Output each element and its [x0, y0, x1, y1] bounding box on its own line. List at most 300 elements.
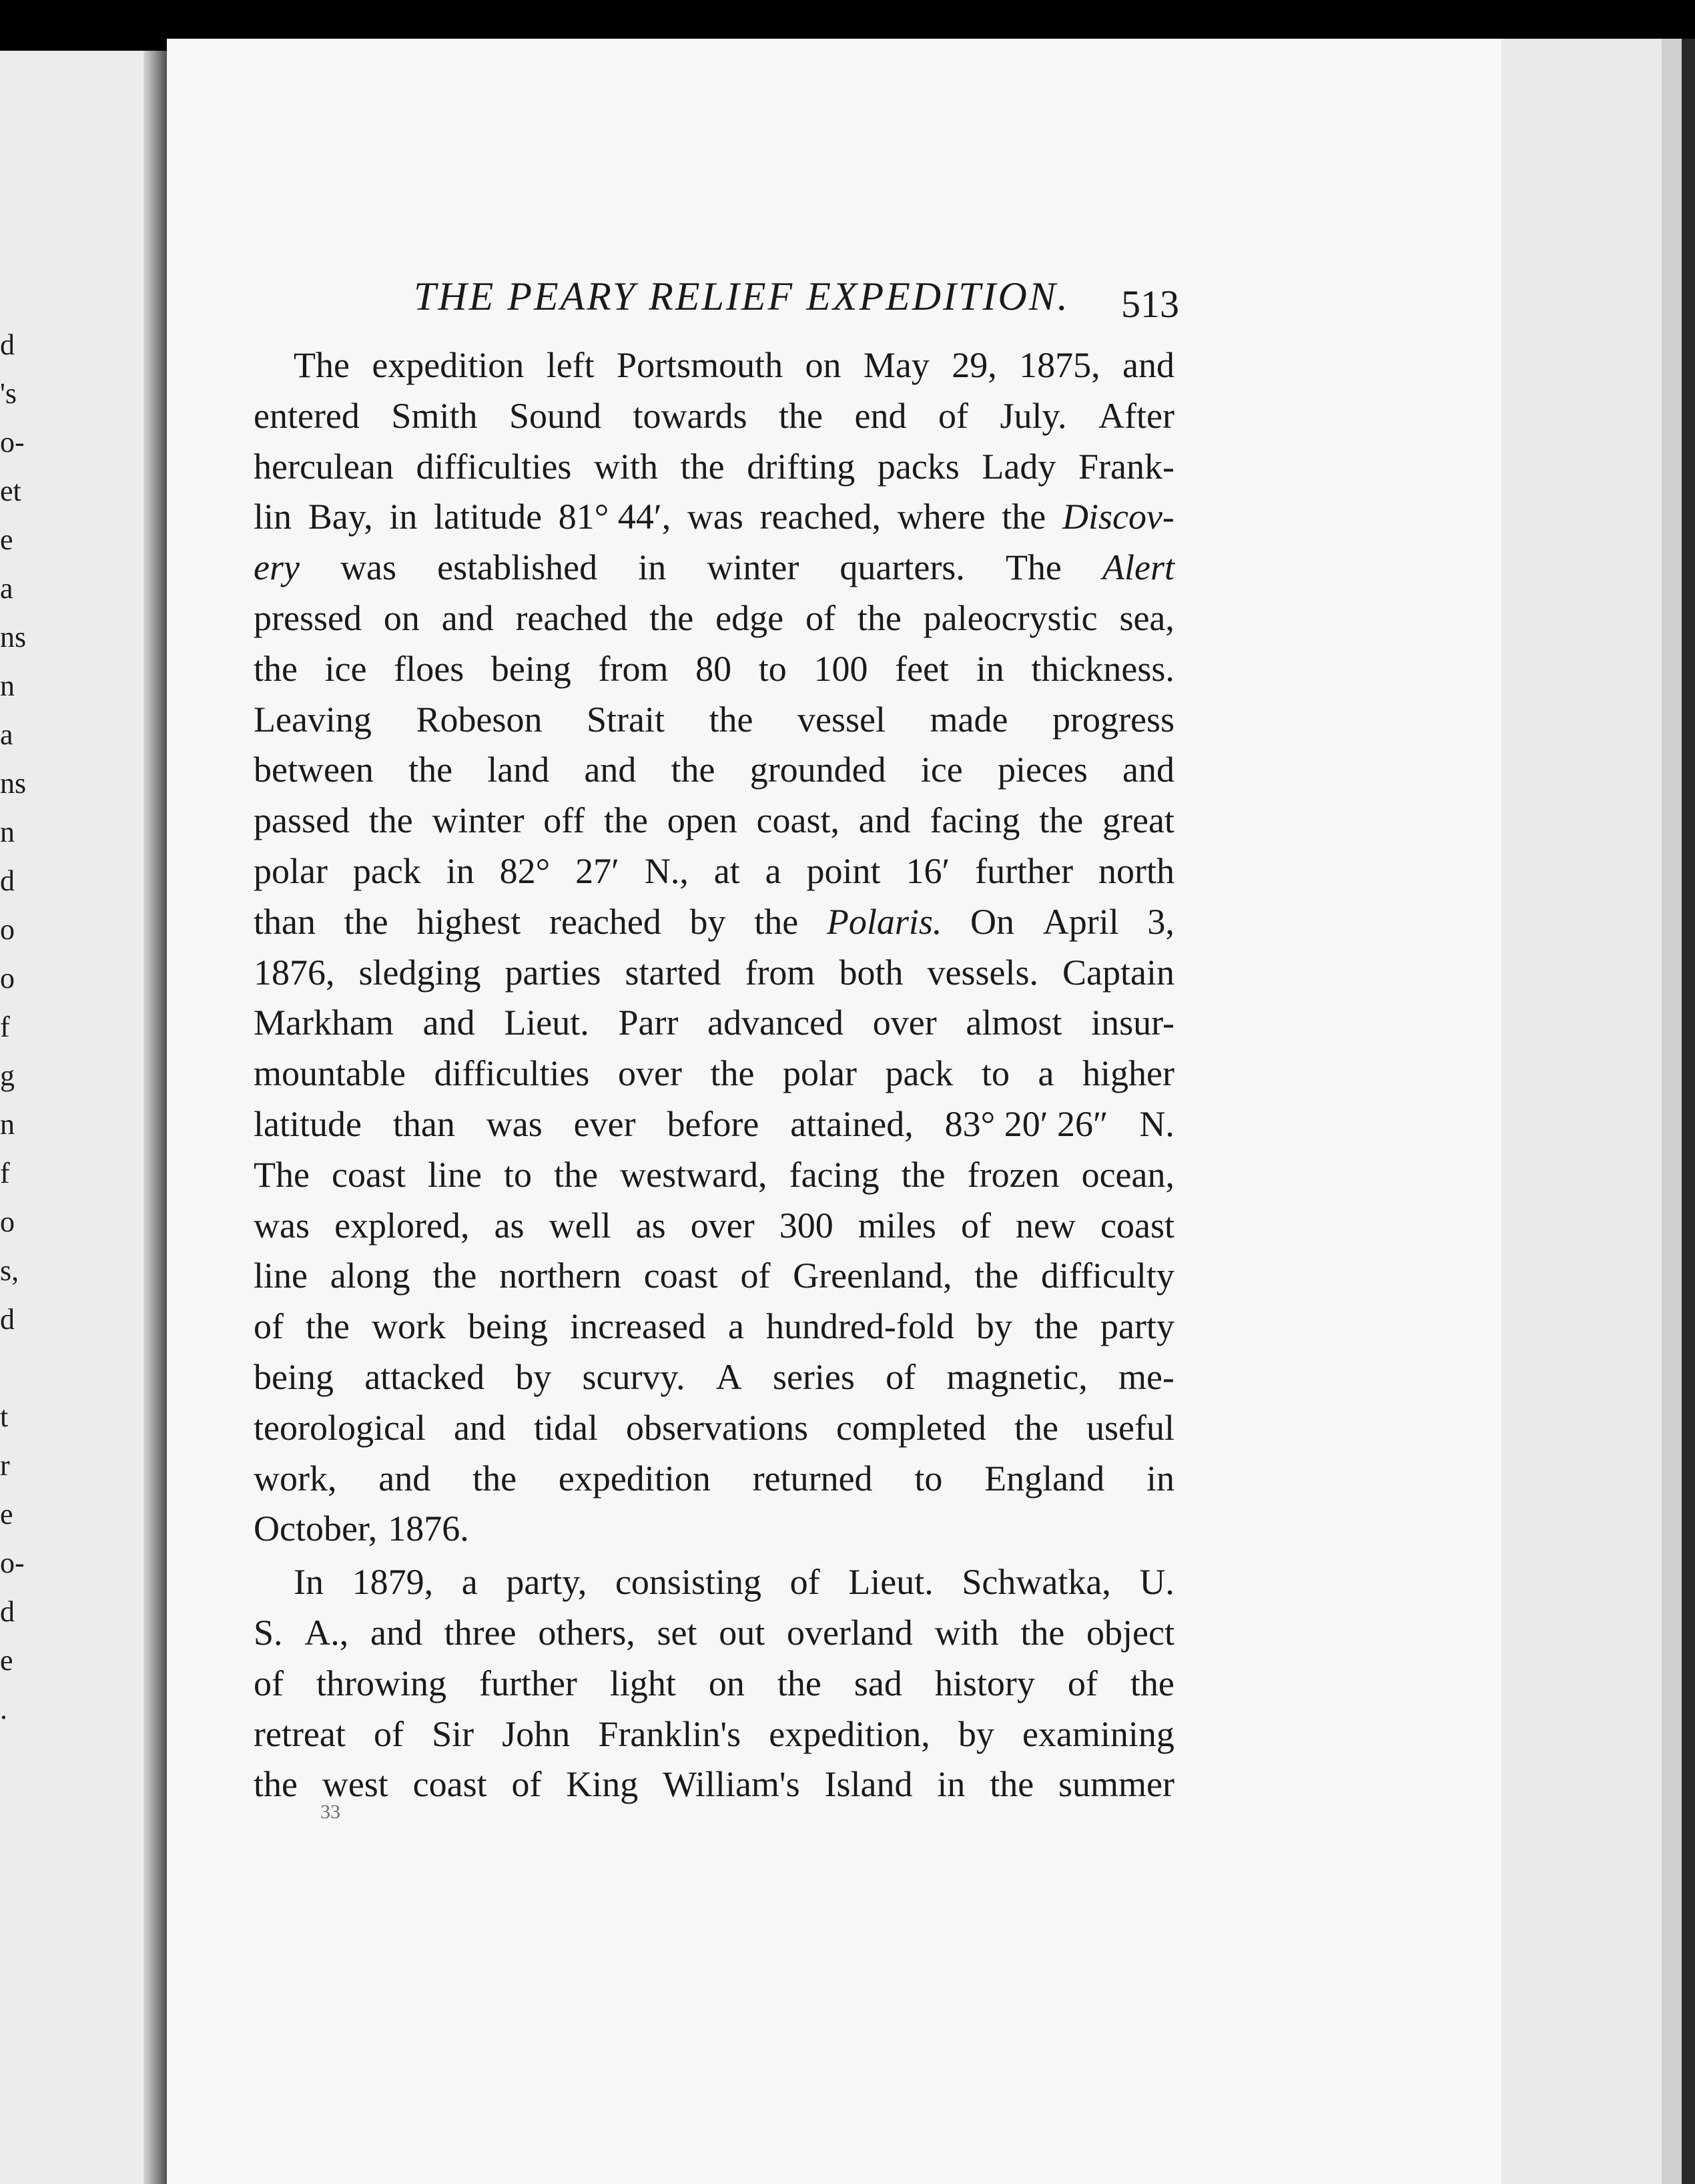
word: coast [1100, 1205, 1174, 1246]
word: from [598, 648, 669, 689]
word: 27′ [575, 850, 619, 891]
text-line [254, 1659, 1174, 1709]
word: end [854, 395, 907, 436]
word: ery [254, 547, 300, 588]
word: light [609, 1663, 676, 1703]
word: from [745, 952, 815, 993]
left-fragment: f [0, 1011, 10, 1043]
word: expedition [558, 1458, 711, 1498]
word: object [1086, 1612, 1174, 1653]
word: by [976, 1306, 1012, 1347]
word: facing [789, 1154, 880, 1195]
left-fragment: e [0, 1498, 13, 1531]
word: Captain [1062, 952, 1174, 993]
word: Leaving [254, 699, 372, 740]
word: the [680, 446, 725, 487]
word: in [638, 547, 667, 588]
word: 1876. [388, 1509, 469, 1549]
word: in [389, 497, 418, 537]
left-fragment: o- [0, 1547, 25, 1579]
word: 1875, [1019, 345, 1100, 385]
word: 82° [499, 850, 551, 891]
word: expedition, [769, 1713, 930, 1754]
word: coast, [756, 800, 839, 841]
word: a [765, 850, 781, 891]
left-fragment: f [0, 1157, 10, 1189]
word: the [990, 1764, 1034, 1805]
word: the [779, 395, 823, 436]
word: of [511, 1764, 542, 1805]
word: tidal [533, 1407, 598, 1448]
word: pack [885, 1053, 954, 1094]
word: at [713, 850, 740, 891]
text-line [254, 1201, 1174, 1252]
word: latitude [254, 1103, 362, 1144]
word: than [392, 1103, 455, 1144]
body-text [254, 340, 1174, 1810]
word: 100 [813, 648, 868, 689]
word: the [554, 1154, 599, 1195]
word: Sound [508, 395, 602, 436]
word: 83° 20′ 26″ [944, 1103, 1108, 1144]
word: in [937, 1764, 966, 1805]
word: the [671, 750, 715, 790]
signature-mark: 33 [320, 1801, 340, 1823]
text-line [254, 543, 1174, 593]
word: in [976, 648, 1004, 689]
text-line [254, 492, 1174, 543]
word: made [930, 699, 1008, 740]
word: me- [1118, 1356, 1174, 1397]
word: the [1130, 1663, 1174, 1703]
text-line [254, 1352, 1174, 1403]
word: party [1100, 1306, 1174, 1347]
word: the [710, 1053, 755, 1094]
word: Greenland, [793, 1256, 952, 1296]
word: polar [782, 1053, 857, 1094]
word: John [502, 1713, 571, 1754]
word: with [934, 1612, 999, 1653]
word: and [1122, 345, 1174, 385]
word: of [805, 597, 835, 638]
word: sea, [1119, 597, 1174, 638]
word: winter [707, 547, 799, 588]
word: 16′ [906, 850, 950, 891]
text-line [254, 998, 1174, 1049]
text-line [254, 846, 1174, 897]
word: the [1034, 1306, 1078, 1347]
word: the [432, 1256, 477, 1296]
word: feet [895, 648, 950, 689]
word: in [446, 850, 474, 891]
word: Robeson [416, 699, 543, 740]
left-fragment: d [0, 1303, 15, 1336]
word: west [322, 1764, 388, 1805]
word: herculean [254, 446, 394, 487]
word: started [625, 952, 721, 993]
word: land [487, 750, 550, 790]
left-fragment: d [0, 328, 15, 361]
word: difficulties [434, 1053, 590, 1094]
word: William's [663, 1764, 800, 1805]
word: and [858, 800, 911, 841]
word: party, [506, 1562, 587, 1603]
word: was [254, 1205, 310, 1246]
word: N., [644, 850, 689, 891]
left-fragment: n [0, 816, 15, 848]
word: the [254, 648, 298, 689]
word: the [368, 800, 413, 841]
word: the [1002, 497, 1046, 537]
word: October, [254, 1509, 378, 1549]
text-line [254, 796, 1174, 846]
word: and [378, 1458, 431, 1498]
word: new [1016, 1205, 1076, 1246]
word: 300 [779, 1205, 833, 1246]
word: with [594, 446, 659, 487]
word: reached [549, 901, 661, 942]
word: the [408, 750, 453, 790]
word: U. [1139, 1562, 1174, 1603]
left-page-text-fragments [0, 320, 27, 1733]
word: After [1098, 395, 1174, 436]
word: was [687, 497, 743, 537]
text-line [254, 695, 1174, 746]
text-line [254, 897, 1174, 948]
word: history [934, 1663, 1035, 1703]
word: ice [920, 750, 963, 790]
left-fragment: . [0, 1693, 7, 1725]
word: attacked [364, 1356, 485, 1397]
word: facing [930, 800, 1020, 841]
text-line [254, 1709, 1174, 1760]
word: higher [1082, 1053, 1174, 1094]
word: vessels. [927, 952, 1038, 993]
word: frozen [967, 1154, 1060, 1195]
word: and [584, 750, 637, 790]
word: of [254, 1663, 284, 1703]
word: The [1005, 547, 1062, 588]
word: floes [394, 648, 464, 689]
word: to [914, 1458, 943, 1498]
word: sledging [358, 952, 481, 993]
word: Franklin's [598, 1713, 741, 1754]
word: towards [633, 395, 747, 436]
word: Smith [391, 395, 478, 436]
word: passed [254, 800, 350, 841]
text-line [254, 593, 1174, 644]
text-line [254, 1099, 1174, 1150]
word: off [543, 800, 585, 841]
word: both [839, 952, 904, 993]
word: 29, [952, 345, 997, 385]
word: Lieut. [848, 1562, 934, 1603]
running-head: THE PEARY RELIEF EXPEDITION. [414, 274, 1070, 318]
word: In [294, 1562, 324, 1603]
word: edge [715, 597, 784, 638]
word: on [383, 597, 420, 638]
text-line [254, 1403, 1174, 1454]
word: 80 [695, 648, 732, 689]
word: Polaris. [826, 901, 942, 942]
word: magnetic, [946, 1356, 1088, 1397]
word: of [740, 1256, 771, 1296]
word: advanced [707, 1003, 844, 1043]
left-fragment: e [0, 523, 13, 556]
word: pressed [254, 597, 362, 638]
word: by [515, 1356, 552, 1397]
word: observations [626, 1407, 808, 1448]
word: sad [854, 1663, 902, 1703]
word: the [857, 597, 902, 638]
word: and [1122, 750, 1174, 790]
word: coast [643, 1256, 718, 1296]
word: of [374, 1713, 404, 1754]
left-fragment: o [0, 1205, 15, 1238]
word: being [468, 1306, 549, 1347]
word: as [635, 1205, 666, 1246]
word: Markham [254, 1003, 394, 1043]
word: to [504, 1154, 533, 1195]
word: N. [1139, 1103, 1174, 1144]
text-line [254, 948, 1174, 999]
word: of [938, 395, 968, 436]
left-fragment: n [0, 1108, 15, 1141]
word: further [975, 850, 1074, 891]
word: line [428, 1154, 482, 1195]
word: ice [324, 648, 367, 689]
word: teorological [254, 1407, 426, 1448]
text-line [254, 644, 1174, 695]
word: returned [752, 1458, 873, 1498]
word: great [1102, 800, 1174, 841]
word: expedition [372, 345, 525, 385]
word: the [1020, 1612, 1065, 1653]
word: overland [786, 1612, 913, 1653]
word: examining [1022, 1713, 1174, 1754]
word: Lieut. [504, 1003, 589, 1043]
word: Alert [1102, 547, 1174, 588]
word: lin [254, 497, 292, 537]
word: set [657, 1612, 697, 1653]
word: progress [1052, 699, 1174, 740]
word: July. [1000, 395, 1067, 436]
word: 3, [1147, 901, 1174, 942]
word: mountable [254, 1053, 406, 1094]
word: attained, [790, 1103, 914, 1144]
word: by [689, 901, 726, 942]
word: over [690, 1205, 755, 1246]
text-line [254, 340, 1174, 391]
word: point [806, 850, 881, 891]
left-fragment: o [0, 913, 15, 946]
word: in [1146, 1458, 1174, 1498]
word: to [981, 1053, 1010, 1094]
word: highest [416, 901, 521, 942]
word: thickness. [1031, 648, 1174, 689]
word: entered [254, 395, 360, 436]
word: Strait [587, 699, 665, 740]
text-line [254, 442, 1174, 493]
word: Schwatka, [962, 1562, 1111, 1603]
word: completed [836, 1407, 986, 1448]
word: on [708, 1663, 745, 1703]
word: packs [877, 446, 960, 487]
word: quarters. [839, 547, 965, 588]
word: on [805, 345, 841, 385]
word: of [254, 1306, 284, 1347]
word: than [254, 901, 316, 942]
word: April [1042, 901, 1119, 942]
left-fragment: e [0, 1644, 13, 1677]
word: further [478, 1663, 577, 1703]
left-fragment: 's [0, 377, 17, 410]
word: over [617, 1053, 682, 1094]
word: between [254, 750, 374, 790]
binding-gutter [143, 51, 170, 2184]
word: A., [304, 1612, 349, 1653]
word: being [490, 648, 571, 689]
word: On [970, 901, 1015, 942]
word: three [444, 1612, 517, 1653]
word: a [461, 1562, 478, 1603]
word: the [777, 1663, 821, 1703]
left-fragment: d [0, 864, 15, 897]
word: being [254, 1356, 334, 1397]
word: grounded [749, 750, 886, 790]
word: of [886, 1356, 916, 1397]
left-fragment: a [0, 572, 13, 605]
word: the [306, 1306, 350, 1347]
word: explored, [334, 1205, 470, 1246]
left-fragment: et [0, 475, 21, 507]
text-line [254, 745, 1174, 796]
paragraph-2 [254, 1557, 1174, 1810]
word: line [254, 1256, 308, 1296]
word: difficulty [1040, 1256, 1174, 1296]
word: the [649, 597, 694, 638]
word: out [719, 1612, 765, 1653]
word: and [370, 1612, 422, 1653]
word: Bay, [308, 497, 373, 537]
word: The [254, 1154, 310, 1195]
word: 1879, [352, 1562, 434, 1603]
word: by [958, 1713, 994, 1754]
word: parties [504, 952, 601, 993]
word: useful [1086, 1407, 1174, 1448]
text-line [254, 1150, 1174, 1201]
text-line [254, 1454, 1174, 1505]
text-line [254, 1759, 1174, 1810]
word: drifting [747, 446, 856, 487]
word: Sir [432, 1713, 474, 1754]
word: the [901, 1154, 946, 1195]
word: coast [332, 1154, 406, 1195]
word: coast [412, 1764, 487, 1805]
word: the [974, 1256, 1019, 1296]
word: to [758, 648, 787, 689]
word: as [494, 1205, 525, 1246]
word: of [1067, 1663, 1098, 1703]
left-fragment: n [0, 669, 15, 702]
word: and [422, 1003, 475, 1043]
word: work [372, 1306, 446, 1347]
word: latitude [434, 497, 543, 537]
word: reached, [759, 497, 881, 537]
word: Island [824, 1764, 913, 1805]
word: before [667, 1103, 759, 1144]
word: May [863, 345, 930, 385]
word: pieces [997, 750, 1088, 790]
word: Discov- [1062, 497, 1174, 537]
page-header [414, 274, 1179, 327]
word: difficulties [416, 446, 572, 487]
word: and [453, 1407, 506, 1448]
word: the [754, 901, 799, 942]
text-line [254, 391, 1174, 442]
word: north [1098, 850, 1174, 891]
word: summer [1058, 1764, 1174, 1805]
left-fragment: r [0, 1449, 10, 1482]
word: the [604, 800, 649, 841]
word: the [254, 1764, 298, 1805]
left-fragment: ns [0, 767, 27, 800]
word: and [441, 597, 494, 638]
left-fragment: o- [0, 426, 25, 459]
word: Portsmouth [617, 345, 783, 385]
word: left [546, 345, 595, 385]
word: polar [254, 850, 328, 891]
word: the [709, 699, 753, 740]
left-fragment: s, [0, 1254, 19, 1287]
right-page-edge [1501, 39, 1695, 2184]
word: hundred-fold [765, 1306, 954, 1347]
word: of [960, 1205, 991, 1246]
word: was [340, 547, 397, 588]
word: increased [570, 1306, 706, 1347]
left-fragment: d [0, 1595, 15, 1628]
word: others, [538, 1612, 635, 1653]
left-fragment: g [0, 1059, 15, 1092]
left-fragment: o [0, 962, 15, 995]
text-line [254, 1049, 1174, 1099]
text-line [254, 1557, 1174, 1608]
word: 1876, [254, 952, 335, 993]
word: work, [254, 1458, 337, 1498]
word: over [872, 1003, 937, 1043]
word: consisting [615, 1562, 761, 1603]
word: a [727, 1306, 744, 1347]
text-line [254, 1302, 1174, 1352]
word: Frank- [1078, 446, 1174, 487]
word: scurvy. [582, 1356, 685, 1397]
word: northern [499, 1256, 622, 1296]
paragraph-1 [254, 340, 1174, 1555]
left-fragment [0, 1344, 27, 1392]
word: the [344, 901, 388, 942]
word: insur- [1091, 1003, 1174, 1043]
word: was [486, 1103, 543, 1144]
left-fragment: ns [0, 621, 27, 653]
word: Lady [982, 446, 1056, 487]
word: westward, [620, 1154, 767, 1195]
word: vessel [797, 699, 886, 740]
word: the [472, 1458, 517, 1498]
left-fragment: a [0, 718, 13, 751]
word: along [330, 1256, 410, 1296]
word: King [566, 1764, 639, 1805]
word: almost [966, 1003, 1062, 1043]
